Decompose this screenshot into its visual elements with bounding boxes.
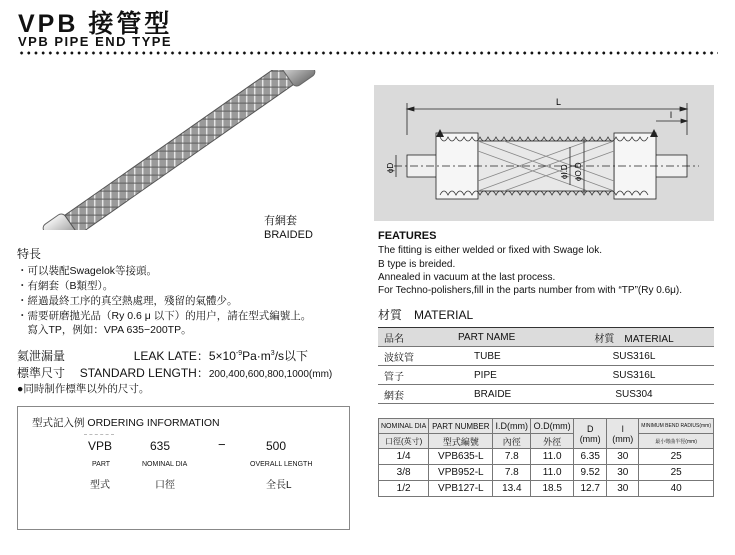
page-subtitle: VPB PIPE END TYPE <box>18 34 173 49</box>
dotted-divider <box>18 50 718 56</box>
dimensions-table <box>378 418 714 497</box>
table-row: 1/4 VPB635-L 7.8 11.0 6.35 30 25 <box>379 449 714 465</box>
custom-size-note: ●同時制作標準以外的尺寸。 <box>17 383 150 395</box>
table-row: 3/8 VPB952-L 7.8 11.0 9.52 30 25 <box>379 465 714 481</box>
dim-header-D: D (mm) <box>574 419 607 449</box>
tokucho-line: ・需要研磨拋光品（Ry 0.6 μ 以下）的用户，請在型式編號上。 <box>17 310 312 322</box>
label-part-cn: 型式 <box>90 480 110 491</box>
features-title: FEATURES <box>378 230 437 242</box>
label-nominal: NOMINAL DIA <box>142 461 188 468</box>
dim-header-row: 口徑(英寸) 型式編號 內徑 外徑 最小彎曲半徑(mm) <box>379 434 714 449</box>
length-cn: 標準尺寸 <box>17 366 66 380</box>
table-row: 1/2 VPB127-L 13.4 18.5 12.7 30 40 <box>379 481 714 497</box>
label-l: l <box>670 110 672 120</box>
order-code: VPB <box>88 439 113 453</box>
length-values: 200,400,600,800,1000(mm) <box>208 369 333 380</box>
material-title: 材質 MATERIAL <box>378 308 474 322</box>
tokucho-line: ・可以裝配Swagelok等接頭。 <box>17 265 158 277</box>
tokucho-line: 寫入TP，例如：VPA 635−200TP。 <box>17 324 192 336</box>
label-L: L <box>556 97 562 107</box>
photo-caption-en: BRAIDED <box>264 229 313 241</box>
table-row: 波紋管 TUBE SUS316L <box>378 347 714 366</box>
label-length: OVERALL LENGTH <box>250 461 313 468</box>
tokucho-line: ・經過最終工序的真空熱處理，殘留的氣體少。 <box>17 295 238 307</box>
standard-length <box>17 364 332 381</box>
leak-rate: 氦泄漏量 LEAK LATE：$5\times 10^{-9}Pa\cdot m^3/s$以下 <box>17 349 309 363</box>
label-part: PART <box>92 461 111 468</box>
label-OD: ϕO.D <box>574 162 583 181</box>
ordering-info-box <box>17 406 350 530</box>
feature-line: B type is breided. <box>378 259 456 270</box>
length-en: STANDARD LENGTH： <box>79 366 209 380</box>
technical-drawing <box>374 85 714 221</box>
ordering-title: 型式記入例 ORDERING INFORMATION <box>32 417 220 429</box>
photo-caption-cn: 有網套 <box>264 215 297 227</box>
order-size: 635 <box>150 439 171 453</box>
product-photo <box>14 70 344 230</box>
label-D: ϕD <box>386 162 395 173</box>
label-ID: ϕI.D <box>560 164 569 179</box>
page-title: VPB 接管型 <box>18 10 173 38</box>
table-row: 網套 BRAIDE SUS304 <box>378 385 714 404</box>
dim-header-l: l (mm) <box>607 419 639 449</box>
leak-cn: 氦泄漏量 <box>17 349 66 363</box>
order-dash: − <box>218 437 226 452</box>
label-nominal-cn: 口徑 <box>155 480 175 491</box>
feature-line: Annealed in vacuum at the last process. <box>378 272 556 283</box>
tokucho-line: ・有網套（B類型）。 <box>17 280 114 292</box>
tokucho-title: 特長 <box>17 247 42 261</box>
order-length: 500 <box>266 439 287 453</box>
label-length-cn: 全長L <box>266 480 292 491</box>
leak-en: LEAK LATE：5×10 <box>133 349 236 363</box>
feature-line: The fitting is either welded or fixed with Swage lok. <box>378 245 602 256</box>
dim-header-row: NOMINAL DIA PART NUMBER I.D(mm) O.D(mm) D (mm) l (mm) MINIMUM BEND RADIUS(mm) <box>379 419 714 434</box>
material-header-row: 品名 PART NAME 材質 MATERIAL <box>378 328 714 347</box>
feature-line: For Techno-polishers,fill in the parts number from with “TP”(Ry 0.6μ). <box>378 285 683 296</box>
material-table <box>378 327 714 404</box>
table-row: 管子 PIPE SUS316L <box>378 366 714 385</box>
